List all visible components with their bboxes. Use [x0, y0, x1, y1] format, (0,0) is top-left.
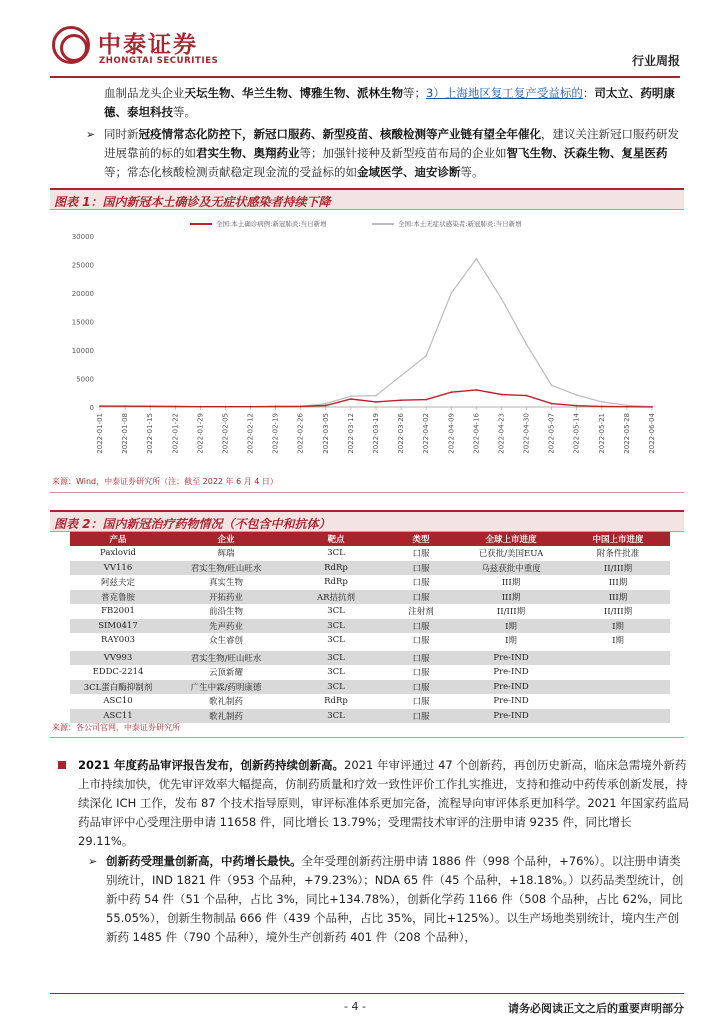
- x-tick-label: 2022-01-29: [196, 413, 205, 454]
- series-line-asymptomatic: [100, 259, 652, 407]
- cell-product: 普克鲁胺: [70, 590, 166, 605]
- cell-global-progress: I期: [505, 636, 517, 647]
- data-point-confirmed: [149, 405, 151, 407]
- cell-type: 口服: [412, 636, 430, 647]
- cell-target: RdRp: [286, 561, 386, 576]
- x-tick-label: 2022-04-02: [422, 413, 431, 454]
- para-text: 同时新: [104, 127, 139, 141]
- shanghai-beneficiaries-link[interactable]: 3）上海地区复工复产受益标的: [426, 86, 583, 100]
- cell-global-progress: III期: [501, 578, 521, 589]
- data-point-confirmed: [626, 406, 628, 408]
- page-number: - 4 -: [344, 1000, 366, 1013]
- data-point-confirmed: [551, 403, 553, 405]
- cell-product: FB2001: [101, 606, 135, 617]
- cell-company: 众生睿创: [208, 636, 243, 647]
- figure-2-end-rule: [50, 737, 684, 738]
- col-header-company: 企业: [166, 532, 286, 546]
- y-tick-label: 10000: [71, 347, 94, 355]
- data-point-confirmed: [576, 405, 578, 407]
- x-tick-label: 2022-03-12: [346, 413, 355, 454]
- y-tick-label: 15000: [71, 318, 94, 327]
- data-point-asymptomatic: [350, 395, 352, 397]
- cell-target: RdRp: [324, 696, 348, 707]
- x-tick-label: 2022-02-19: [271, 413, 280, 454]
- x-tick-label: 2022-04-16: [472, 413, 481, 454]
- figure-1-source: 来源：Wind，中泰证券研究所（注：截至 2022 年 6 月 4 日）: [52, 477, 278, 486]
- figure-1-title-bar: [50, 188, 684, 210]
- x-tick-label: 2022-01-22: [171, 413, 180, 454]
- y-tick-label: 20000: [71, 290, 94, 298]
- x-tick-label: 2022-04-23: [497, 413, 506, 454]
- cell-product: VV116: [70, 561, 166, 576]
- cell-type: 口服: [386, 590, 456, 605]
- col-header-product: 产品: [70, 532, 166, 546]
- figure-1-end-rule: [50, 492, 684, 493]
- data-point-confirmed: [651, 406, 653, 408]
- para-text: 等；: [403, 86, 426, 100]
- data-point-asymptomatic: [501, 298, 503, 300]
- col-header-global-progress: 全球上市进度: [456, 532, 566, 546]
- table-row: [70, 694, 670, 709]
- x-tick-label: 2022-06-04: [648, 413, 656, 454]
- bullet-arrow-icon: ➢: [88, 855, 98, 868]
- x-tick-label: 2022-02-05: [221, 413, 230, 454]
- para-text: 等；加强针接种及新型疫苗布局的企业如: [299, 146, 507, 160]
- data-point-confirmed: [501, 394, 503, 396]
- cell-china-progress: [566, 665, 670, 680]
- cell-global-progress: Pre-IND: [493, 696, 529, 707]
- company-logo: [50, 22, 270, 72]
- cell-global-progress: 已获批/美国EUA: [478, 549, 544, 560]
- col-header-type: 类型: [386, 532, 456, 546]
- brand-name-en: ZHONGTAI SECURITIES: [99, 56, 219, 66]
- cell-target: 3CL: [327, 548, 345, 559]
- section-body: 2021 年审评通过 47 个创新药，再创历史新高，临床急需境外新药上市持续加快，优先审评效率大幅提高，仿制药质量和疗效一致性评价工作扎实推进，支持和推动中药传承创新发展，持续深化 ICH 工作，发布 87 个技术指导原则，审评标准体系更加完备，流程导向审评体系更加科学。2021 年国家药监局药品审评中心受理注册申请 11658 件，同比增长 13.79%；受理需技术审评的注册申请 9235 件，同比增长 29.11%。: [78, 758, 690, 848]
- report-type-label: 行业周报: [631, 54, 680, 68]
- cell-company: 广生中霖/药明康德: [166, 680, 286, 695]
- data-point-confirmed: [526, 395, 528, 397]
- brand-name-cn: 中泰证券: [98, 32, 198, 58]
- cell-company: 歌礼制药: [208, 697, 243, 708]
- x-tick-label: 2022-03-26: [397, 413, 406, 454]
- cell-type: 口服: [412, 549, 430, 560]
- cell-company: 前沿生物: [208, 607, 243, 618]
- logo-mark-icon: [52, 26, 90, 64]
- cell-product: EDDC-2214: [92, 667, 144, 678]
- cell-china-progress: [566, 680, 670, 695]
- data-point-asymptomatic: [476, 258, 478, 260]
- cell-company: 辉瑞: [217, 549, 235, 560]
- cell-china-progress: [566, 694, 670, 709]
- cell-china-progress: I期: [566, 619, 670, 634]
- data-point-confirmed: [601, 406, 603, 408]
- x-tick-label: 2022-04-09: [447, 413, 456, 454]
- x-tick-label: 2022-02-26: [296, 413, 305, 454]
- data-point-asymptomatic: [526, 343, 528, 345]
- table-row: [70, 590, 670, 605]
- col-header-target: 靶点: [286, 532, 386, 546]
- x-tick-label: 2022-05-07: [547, 413, 556, 454]
- cell-global-progress: Pre-IND: [456, 680, 566, 695]
- cell-product: ASC10: [103, 696, 133, 707]
- cell-product: ASC11: [70, 709, 166, 724]
- sub-lead: 创新药受理量创新高，中药增长最快。: [106, 854, 302, 868]
- table-row: [70, 561, 670, 576]
- cell-product: 3CL蛋白酶抑制剂: [70, 680, 166, 695]
- data-point-asymptomatic: [400, 375, 402, 377]
- covid-drugs-table: [70, 532, 670, 723]
- cell-global-progress: Pre-IND: [456, 709, 566, 724]
- table-row: [70, 680, 670, 695]
- footer-divider: [50, 993, 684, 994]
- cell-product: Paxlovid: [100, 548, 136, 559]
- data-point-confirmed: [275, 406, 277, 408]
- table-row: [70, 604, 670, 619]
- para-bold: 金域医学、迪安诊断: [357, 165, 461, 179]
- cell-product: SIM0417: [70, 619, 166, 634]
- cell-type: 口服: [386, 680, 456, 695]
- cell-type: 口服: [386, 651, 456, 666]
- table-row: [70, 575, 670, 590]
- data-point-confirmed: [250, 406, 252, 408]
- figure-1-title: 图表 1：国内新冠本土确诊及无症状感染者持续下降: [54, 195, 331, 209]
- cell-company: 云顶新耀: [208, 668, 243, 679]
- cell-global-progress: III期: [456, 590, 566, 605]
- para-text: ：: [582, 86, 595, 100]
- header-divider: [50, 76, 680, 78]
- data-point-asymptomatic: [425, 355, 427, 357]
- table-row: [70, 709, 670, 724]
- cell-product: RAY003: [100, 635, 136, 646]
- x-tick-label: 2022-01-15: [146, 413, 155, 454]
- x-tick-label: 2022-03-05: [321, 413, 330, 454]
- figure-2-title-bar: [50, 510, 684, 532]
- x-tick-label: 2022-01-08: [121, 413, 130, 454]
- cell-china-progress: I期: [612, 636, 624, 647]
- cell-company: 真实生物: [208, 578, 243, 589]
- x-tick-label: 2022-05-21: [597, 413, 606, 454]
- para-bold: 智飞生物、沃森生物、复星医药: [506, 146, 668, 160]
- x-tick-label: 2022-05-28: [622, 413, 631, 454]
- cell-china-progress: [566, 651, 670, 666]
- para-bold: 司太立、药明康德、泰坦科技: [104, 86, 675, 119]
- para-bold: 君实生物、奥翔药业: [196, 146, 300, 160]
- x-tick-label: 2022-04-30: [522, 412, 531, 454]
- data-point-asymptomatic: [551, 384, 553, 386]
- para-text: 等；常态化核酸检测贡献稳定现金流的受益标的如: [104, 165, 357, 179]
- para-text: ，建议关注新冠口服药研发进展靠前的标的如: [104, 127, 679, 160]
- cell-company: 歌礼制药: [166, 709, 286, 724]
- section-2021-review-report: [58, 756, 690, 851]
- bullet-innovative-drugs: [88, 852, 690, 947]
- data-point-confirmed: [450, 391, 452, 393]
- legend-label-asymptomatic: 全国:本土无症状感染者:新冠肺炎:当日新增: [398, 220, 522, 228]
- y-tick-label: 30000: [71, 233, 94, 241]
- para-bold: 天坛生物、华兰生物、博雅生物、派林生物: [184, 86, 403, 100]
- cell-global-progress: Pre-IND: [456, 651, 566, 666]
- data-point-confirmed: [200, 406, 202, 408]
- data-point-confirmed: [225, 406, 227, 408]
- footer-disclaimer: 请务必阅读正文之后的重要声明部分: [508, 1002, 684, 1015]
- cell-type: 口服: [412, 697, 430, 708]
- data-point-asymptomatic: [375, 395, 377, 397]
- cell-product: 阿兹夫定: [100, 578, 135, 589]
- cell-china-progress: II/III期: [603, 607, 633, 618]
- y-tick-label: 5000: [76, 375, 94, 384]
- cell-company: 君实生物/旺山旺水: [166, 561, 286, 576]
- legend-label-confirmed: 全国:本土确诊病例:新冠肺炎:当日新增: [216, 220, 327, 228]
- cell-global-progress: Pre-IND: [493, 667, 529, 678]
- data-point-confirmed: [375, 401, 377, 403]
- data-point-confirmed: [99, 405, 101, 407]
- data-point-confirmed: [174, 406, 176, 408]
- cell-china-progress: III期: [608, 578, 628, 589]
- cell-global-progress: II/III期: [496, 607, 526, 618]
- x-tick-label: 2022-02-12: [246, 413, 255, 454]
- para-text: 等。: [173, 105, 196, 119]
- table-row: [70, 633, 670, 648]
- x-tick-label: 2022-01-01: [96, 413, 104, 454]
- cell-type: 注射剂: [408, 607, 434, 618]
- x-tick-label: 2022-05-14: [572, 413, 581, 454]
- data-point-confirmed: [124, 405, 126, 407]
- cell-target: 3CL: [327, 606, 345, 617]
- table-row: [70, 665, 670, 680]
- cell-target: 3CL: [286, 651, 386, 666]
- covid-cases-line-chart: [52, 212, 682, 474]
- cell-global-progress: I期: [456, 619, 566, 634]
- figure-2-title: 图表 2：国内新冠治疗药物情况（不包含中和抗体）: [54, 517, 331, 531]
- cell-china-progress: II/III期: [566, 561, 670, 576]
- cell-company: 开拓药业: [166, 590, 286, 605]
- bullet-covid-chain: [86, 125, 689, 182]
- cell-target: 3CL: [327, 667, 345, 678]
- data-point-asymptomatic: [576, 394, 578, 396]
- bullet-arrow-icon: ➢: [86, 128, 96, 141]
- cell-company: 先声药业: [166, 619, 286, 634]
- cell-target: 3CL: [286, 619, 386, 634]
- cell-target: 3CL: [286, 680, 386, 695]
- paragraph-beneficiaries: [104, 84, 689, 122]
- cell-type: 口服: [386, 619, 456, 634]
- y-tick-label: 25000: [71, 261, 94, 270]
- table-header-row: [70, 532, 670, 546]
- cell-china-progress: [566, 709, 670, 724]
- x-tick-label: 2022-03-19: [372, 413, 380, 454]
- data-point-confirmed: [400, 399, 402, 401]
- para-bold: 冠疫情常态化防控下，新冠口服药、新型疫苗、核酸检测等产业链有望全年催化: [138, 127, 541, 141]
- cell-product: VV993: [70, 651, 166, 666]
- cell-type: 口服: [386, 561, 456, 576]
- table-row: [70, 619, 670, 634]
- cell-target: RdRp: [324, 577, 348, 588]
- data-point-asymptomatic: [325, 403, 327, 405]
- cell-type: 口服: [412, 578, 430, 589]
- cell-type: 口服: [412, 668, 430, 679]
- data-point-confirmed: [325, 405, 327, 407]
- data-point-asymptomatic: [450, 292, 452, 294]
- section-square-icon: [58, 761, 66, 769]
- page-header: [50, 22, 680, 76]
- data-point-confirmed: [476, 389, 478, 391]
- cell-target: AR拮抗剂: [286, 590, 386, 605]
- table-row: [70, 651, 670, 666]
- y-tick-label: 0: [89, 404, 94, 412]
- data-point-confirmed: [350, 398, 352, 400]
- cell-target: 3CL: [327, 635, 345, 646]
- figure-2-source: 来源：各公司官网，中泰证券研究所: [52, 723, 180, 732]
- para-text: 血制品龙头企业: [104, 86, 185, 100]
- cell-global-progress: 乌兹获批中重度: [456, 561, 566, 576]
- section-lead: 2021 年度药品审评报告发布，创新药持续创新高。: [78, 758, 345, 772]
- cell-type: 口服: [386, 709, 456, 724]
- cell-china-progress: 附条件批准: [596, 549, 640, 560]
- cell-china-progress: III期: [566, 590, 670, 605]
- cell-target: 3CL: [286, 709, 386, 724]
- cell-company: 君实生物/旺山旺水: [166, 651, 286, 666]
- para-text: 等。: [460, 165, 484, 179]
- table-row: [70, 546, 670, 561]
- sub-body: 全年受理创新药注册申请 1886 件（998 个品种，+76%）。以注册申请类别统计，IND 1821 件（953 个品种，+79.23%）；NDA 65 件（45 个品种，+18.18%。）以药品类型统计，创新中药 54 件（51 个品种，占比 3%，同比+134.78%），创新化学药 1166 件（508 个品种，占比 62%，同比 55.05%），创新生物制品 666 件（439 个品种，占比 35%，同比+125%）。以生产场地类别统计，境内生产创新药 1485 件（790 个品种），境外生产创新药 401 件（208 个品种），: [106, 854, 684, 944]
- col-header-china-progress: 中国上市进度: [566, 532, 670, 546]
- data-point-confirmed: [425, 399, 427, 401]
- data-point-asymptomatic: [601, 401, 603, 403]
- data-point-confirmed: [300, 406, 302, 408]
